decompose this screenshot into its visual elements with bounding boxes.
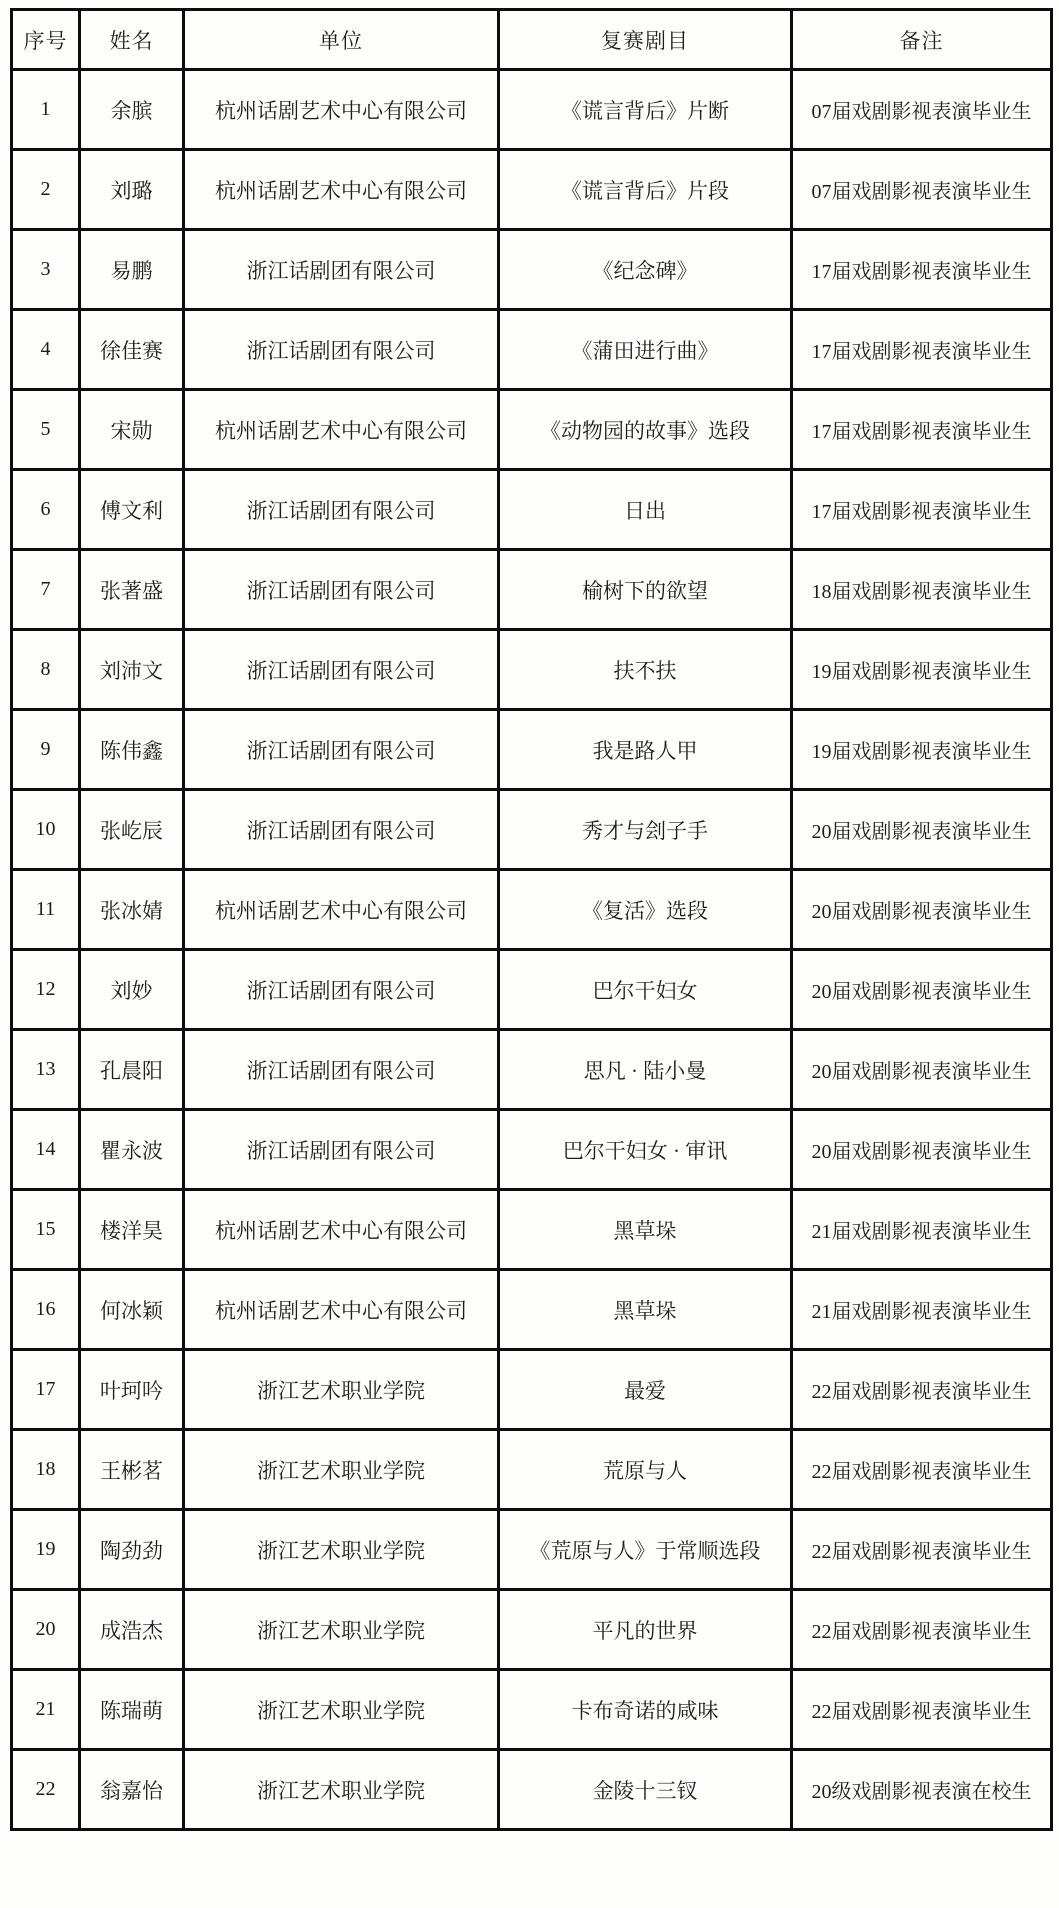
- cell-note: 22届戏剧影视表演毕业生: [792, 1510, 1052, 1590]
- table-row: [12, 950, 1052, 1030]
- cell-unit: 浙江话剧团有限公司: [184, 310, 499, 390]
- cell-index: 6: [12, 470, 80, 550]
- cell-index: 21: [12, 1670, 80, 1750]
- cell-unit: 浙江话剧团有限公司: [184, 1110, 499, 1190]
- cell-note: 17届戏剧影视表演毕业生: [792, 230, 1052, 310]
- cell-play: 巴尔干妇女 · 审讯: [499, 1110, 792, 1190]
- cell-play: 最爱: [499, 1350, 792, 1430]
- table-body: [12, 70, 1052, 1830]
- cell-play: 黑草垛: [499, 1270, 792, 1350]
- table-row: [12, 1750, 1052, 1830]
- cell-note: 20届戏剧影视表演毕业生: [792, 950, 1052, 1030]
- cell-note: 17届戏剧影视表演毕业生: [792, 470, 1052, 550]
- cell-unit: 浙江话剧团有限公司: [184, 710, 499, 790]
- cell-note: 20级戏剧影视表演在校生: [792, 1750, 1052, 1830]
- cell-note: 20届戏剧影视表演毕业生: [792, 1030, 1052, 1110]
- cell-name: 易鹏: [80, 230, 184, 310]
- cell-index: 14: [12, 1110, 80, 1190]
- cell-unit: 浙江艺术职业学院: [184, 1750, 499, 1830]
- table-row: [12, 1110, 1052, 1190]
- cell-name: 刘璐: [80, 150, 184, 230]
- cell-unit: 浙江话剧团有限公司: [184, 630, 499, 710]
- cell-unit: 杭州话剧艺术中心有限公司: [184, 1190, 499, 1270]
- cell-note: 20届戏剧影视表演毕业生: [792, 870, 1052, 950]
- cell-unit: 浙江艺术职业学院: [184, 1350, 499, 1430]
- table-row: [12, 470, 1052, 550]
- cell-name: 成浩杰: [80, 1590, 184, 1670]
- cell-index: 13: [12, 1030, 80, 1110]
- table-row: [12, 870, 1052, 950]
- cell-note: 22届戏剧影视表演毕业生: [792, 1670, 1052, 1750]
- cell-play: 秀才与刽子手: [499, 790, 792, 870]
- cell-index: 18: [12, 1430, 80, 1510]
- cell-index: 15: [12, 1190, 80, 1270]
- cell-index: 10: [12, 790, 80, 870]
- cell-index: 17: [12, 1350, 80, 1430]
- table-row: [12, 1350, 1052, 1430]
- cell-unit: 杭州话剧艺术中心有限公司: [184, 390, 499, 470]
- cell-index: 1: [12, 70, 80, 150]
- cell-index: 11: [12, 870, 80, 950]
- cell-unit: 浙江艺术职业学院: [184, 1590, 499, 1670]
- cell-name: 刘沛文: [80, 630, 184, 710]
- cell-play: 榆树下的欲望: [499, 550, 792, 630]
- cell-play: 《谎言背后》片段: [499, 150, 792, 230]
- cell-name: 孔晨阳: [80, 1030, 184, 1110]
- cell-index: 12: [12, 950, 80, 1030]
- cell-play: 《谎言背后》片断: [499, 70, 792, 150]
- cell-name: 楼洋昊: [80, 1190, 184, 1270]
- contest-roster-table: [10, 8, 1053, 1831]
- cell-unit: 浙江艺术职业学院: [184, 1430, 499, 1510]
- cell-unit: 浙江话剧团有限公司: [184, 1030, 499, 1110]
- cell-name: 刘妙: [80, 950, 184, 1030]
- table-row: [12, 1190, 1052, 1270]
- cell-play: 《动物园的故事》选段: [499, 390, 792, 470]
- cell-unit: 浙江话剧团有限公司: [184, 950, 499, 1030]
- table-row: [12, 1510, 1052, 1590]
- cell-note: 22届戏剧影视表演毕业生: [792, 1430, 1052, 1510]
- table-row: [12, 790, 1052, 870]
- cell-unit: 浙江话剧团有限公司: [184, 230, 499, 310]
- cell-play: 我是路人甲: [499, 710, 792, 790]
- cell-unit: 浙江艺术职业学院: [184, 1510, 499, 1590]
- cell-note: 22届戏剧影视表演毕业生: [792, 1350, 1052, 1430]
- cell-name: 瞿永波: [80, 1110, 184, 1190]
- table-row: [12, 1430, 1052, 1510]
- table-row: [12, 550, 1052, 630]
- header-row: [12, 10, 1052, 70]
- cell-name: 何冰颖: [80, 1270, 184, 1350]
- table-row: [12, 310, 1052, 390]
- cell-name: 叶珂吟: [80, 1350, 184, 1430]
- cell-name: 傅文利: [80, 470, 184, 550]
- table-row: [12, 1590, 1052, 1670]
- cell-index: 3: [12, 230, 80, 310]
- cell-note: 19届戏剧影视表演毕业生: [792, 710, 1052, 790]
- column-header-name: 姓名: [80, 10, 184, 70]
- table-row: [12, 390, 1052, 470]
- cell-play: 荒原与人: [499, 1430, 792, 1510]
- cell-name: 陶劲劲: [80, 1510, 184, 1590]
- cell-play: 《纪念碑》: [499, 230, 792, 310]
- cell-note: 21届戏剧影视表演毕业生: [792, 1190, 1052, 1270]
- cell-name: 余膑: [80, 70, 184, 150]
- column-header-unit: 单位: [184, 10, 499, 70]
- cell-index: 20: [12, 1590, 80, 1670]
- cell-unit: 浙江话剧团有限公司: [184, 550, 499, 630]
- cell-note: 20届戏剧影视表演毕业生: [792, 790, 1052, 870]
- cell-name: 宋勋: [80, 390, 184, 470]
- cell-index: 22: [12, 1750, 80, 1830]
- cell-note: 21届戏剧影视表演毕业生: [792, 1270, 1052, 1350]
- cell-note: 22届戏剧影视表演毕业生: [792, 1590, 1052, 1670]
- cell-name: 张著盛: [80, 550, 184, 630]
- cell-name: 翁嘉怡: [80, 1750, 184, 1830]
- column-header-index: 序号: [12, 10, 80, 70]
- cell-name: 张屹辰: [80, 790, 184, 870]
- cell-index: 9: [12, 710, 80, 790]
- cell-note: 17届戏剧影视表演毕业生: [792, 390, 1052, 470]
- cell-play: 思凡 · 陆小曼: [499, 1030, 792, 1110]
- cell-play: 巴尔干妇女: [499, 950, 792, 1030]
- column-header-note: 备注: [792, 10, 1052, 70]
- table-row: [12, 1030, 1052, 1110]
- cell-index: 2: [12, 150, 80, 230]
- cell-unit: 浙江话剧团有限公司: [184, 790, 499, 870]
- cell-play: 《复活》选段: [499, 870, 792, 950]
- cell-index: 8: [12, 630, 80, 710]
- cell-play: 《荒原与人》于常顺选段: [499, 1510, 792, 1590]
- cell-name: 陈瑞萌: [80, 1670, 184, 1750]
- cell-note: 07届戏剧影视表演毕业生: [792, 70, 1052, 150]
- table-row: [12, 710, 1052, 790]
- cell-index: 19: [12, 1510, 80, 1590]
- cell-name: 王彬茗: [80, 1430, 184, 1510]
- cell-index: 7: [12, 550, 80, 630]
- cell-unit: 杭州话剧艺术中心有限公司: [184, 70, 499, 150]
- table-row: [12, 70, 1052, 150]
- table-row: [12, 150, 1052, 230]
- cell-unit: 杭州话剧艺术中心有限公司: [184, 870, 499, 950]
- cell-play: 黑草垛: [499, 1190, 792, 1270]
- cell-index: 5: [12, 390, 80, 470]
- cell-name: 陈伟鑫: [80, 710, 184, 790]
- cell-unit: 杭州话剧艺术中心有限公司: [184, 1270, 499, 1350]
- cell-index: 16: [12, 1270, 80, 1350]
- cell-play: 卡布奇诺的咸味: [499, 1670, 792, 1750]
- cell-note: 19届戏剧影视表演毕业生: [792, 630, 1052, 710]
- cell-index: 4: [12, 310, 80, 390]
- table-row: [12, 230, 1052, 310]
- table-header: [12, 10, 1052, 70]
- cell-note: 17届戏剧影视表演毕业生: [792, 310, 1052, 390]
- cell-play: 扶不扶: [499, 630, 792, 710]
- cell-play: 日出: [499, 470, 792, 550]
- cell-note: 07届戏剧影视表演毕业生: [792, 150, 1052, 230]
- cell-unit: 浙江话剧团有限公司: [184, 470, 499, 550]
- table-row: [12, 1670, 1052, 1750]
- table-row: [12, 630, 1052, 710]
- cell-note: 20届戏剧影视表演毕业生: [792, 1110, 1052, 1190]
- cell-note: 18届戏剧影视表演毕业生: [792, 550, 1052, 630]
- cell-play: 平凡的世界: [499, 1590, 792, 1670]
- cell-unit: 浙江艺术职业学院: [184, 1670, 499, 1750]
- cell-name: 张冰婧: [80, 870, 184, 950]
- cell-name: 徐佳赛: [80, 310, 184, 390]
- column-header-play: 复赛剧目: [499, 10, 792, 70]
- cell-unit: 杭州话剧艺术中心有限公司: [184, 150, 499, 230]
- cell-play: 《蒲田进行曲》: [499, 310, 792, 390]
- cell-play: 金陵十三钗: [499, 1750, 792, 1830]
- table-row: [12, 1270, 1052, 1350]
